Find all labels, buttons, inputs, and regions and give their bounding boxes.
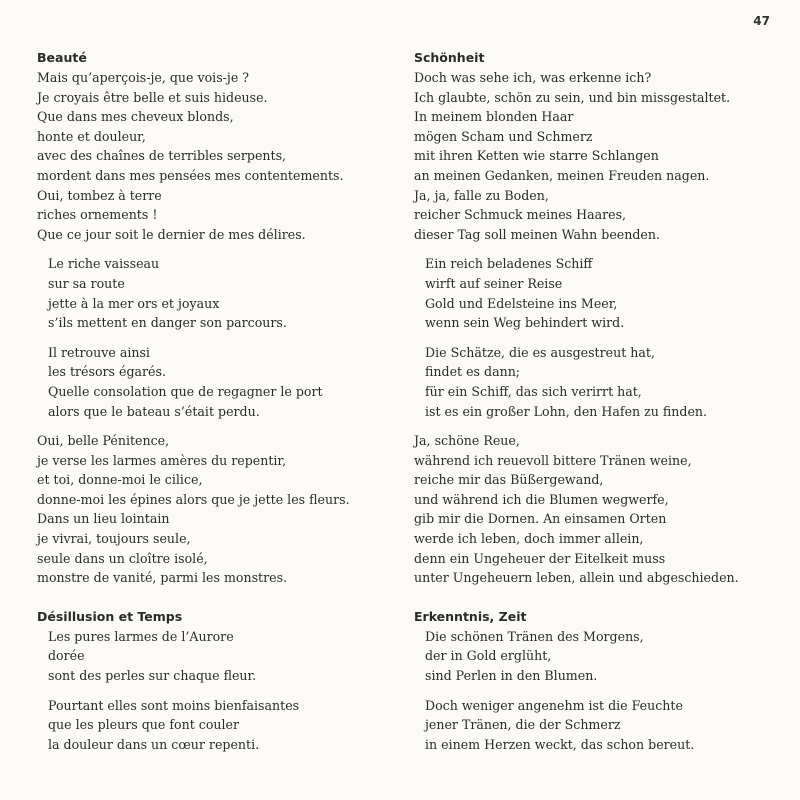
verse-line: Die Schätze, die es ausgestreut hat, [425,344,655,360]
verse-line: Je croyais être belle et suis hideuse. [37,89,268,105]
verse-line: monstre de vanité, parmi les monstres. [37,570,288,586]
verse-line: Doch weniger angenehm ist die Feuchte [425,697,683,713]
verse-line: Ein reich beladenes Schiff [425,256,593,272]
french-column [37,48,397,765]
verse-line: reiche mir das Büßergewand, [414,472,604,488]
stanza [414,431,784,588]
verse-line: dorée [48,648,85,664]
verse-line: Pourtant elles sont moins bienfaisantes [48,697,300,713]
verse-line: jener Tränen, die der Schmerz [425,717,621,733]
verse-line: mögen Scham und Schmerz [414,128,593,144]
verse-line: gib mir die Dornen. An einsamen Orten [414,511,667,527]
stanza [37,343,397,421]
verse-line: dieser Tag soll meinen Wahn beenden. [414,226,660,242]
verse-line: an meinen Gedanken, meinen Freuden nagen. [414,167,710,183]
verse-line: sur sa route [48,275,125,291]
verse-line: riches ornements ! [37,207,158,223]
verse-line: in einem Herzen weckt, das schon bereut. [425,736,695,752]
verse-line: der in Gold erglüht, [425,648,552,664]
verse-line: jette à la mer ors et joyaux [48,295,220,311]
verse-line: wenn sein Weg behindert wird. [425,315,625,331]
verse-line: s’ils mettent en danger son parcours. [48,315,287,331]
stanza [37,627,397,686]
verse-line: alors que le bateau s’était perdu. [48,403,260,419]
verse-line: et toi, donne-moi le cilice, [37,472,203,488]
verse-line: Ich glaubte, schön zu sein, und bin missgestaltet. [414,89,731,105]
poem-section [37,607,397,755]
verse-line: Oui, belle Pénitence, [37,433,170,449]
verse-line: Gold und Edelsteine ins Meer, [425,295,618,311]
section-heading: Beauté [37,50,87,65]
verse-line: mit ihren Ketten wie starre Schlangen [414,148,659,164]
verse-line: werde ich leben, doch immer allein, [414,531,644,547]
stanza [414,696,784,755]
verse-line: sind Perlen in den Blumen. [425,668,598,684]
poem-section [37,48,397,588]
verse-line: mordent dans mes pensées mes contentements. [37,167,344,183]
verse-line: In meinem blonden Haar [414,109,574,125]
poem-section [414,48,784,588]
verse-line: ist es ein großer Lohn, den Hafen zu finden. [425,403,708,419]
verse-line: honte et douleur, [37,128,146,144]
stanza [37,254,397,332]
verse-line: Mais qu’aperçois-je, que vois-je ? [37,70,250,85]
verse-line: donne-moi les épines alors que je jette les fleurs. [37,491,350,507]
verse-line: Le riche vaisseau [48,256,160,272]
stanza [37,431,397,588]
german-column [414,48,784,765]
verse-line: reicher Schmuck meines Haares, [414,207,627,223]
stanza [414,254,784,332]
verse-line: les trésors égarés. [48,364,166,380]
section-heading: Schönheit [414,50,485,65]
verse-line: unter Ungeheuern leben, allein und abgeschieden. [414,570,739,586]
section-heading: Erkenntnis, Zeit [414,608,527,624]
verse-line: Die schönen Tränen des Morgens, [425,628,644,644]
stanza [37,68,397,244]
verse-line: Oui, tombez à terre [37,187,162,203]
verse-line: Ja, schöne Reue, [414,433,520,449]
page-number: 47 [753,14,770,28]
verse-line: avec des chaînes de terribles serpents, [37,148,287,164]
verse-line: Ja, ja, falle zu Boden, [414,187,549,203]
verse-line: je verse les larmes amères du repentir, [37,452,287,468]
verse-line: Dans un lieu lointain [37,511,170,527]
verse-line: seule dans un cloître isolé, [37,550,208,566]
stanza [414,627,784,686]
poem-section [414,607,784,755]
verse-line: während ich reuevoll bittere Tränen weine, [414,452,692,468]
verse-line: für ein Schiff, das sich verirrt hat, [425,383,642,399]
verse-line: sont des perles sur chaque fleur. [48,668,257,684]
verse-line: je vivrai, toujours seule, [37,531,191,547]
stanza [414,343,784,421]
stanza [37,696,397,755]
verse-line: denn ein Ungeheuer der Eitelkeit muss [414,550,666,566]
verse-line: Quelle consolation que de regagner le port [48,383,323,399]
verse-line: und während ich die Blumen wegwerfe, [414,491,669,507]
stanza [414,68,784,244]
verse-line: Doch was sehe ich, was erkenne ich? [414,70,652,85]
verse-line: findet es dann; [425,364,521,380]
verse-line: Il retrouve ainsi [48,344,150,360]
section-heading: Désillusion et Temps [37,608,183,624]
verse-line: Les pures larmes de l’Aurore [48,628,234,644]
verse-line: Que ce jour soit le dernier de mes délires. [37,226,306,242]
verse-line: que les pleurs que font couler [48,717,240,733]
verse-line: Que dans mes cheveux blonds, [37,109,234,125]
verse-line: wirft auf seiner Reise [425,275,563,291]
verse-line: la douleur dans un cœur repenti. [48,736,260,752]
